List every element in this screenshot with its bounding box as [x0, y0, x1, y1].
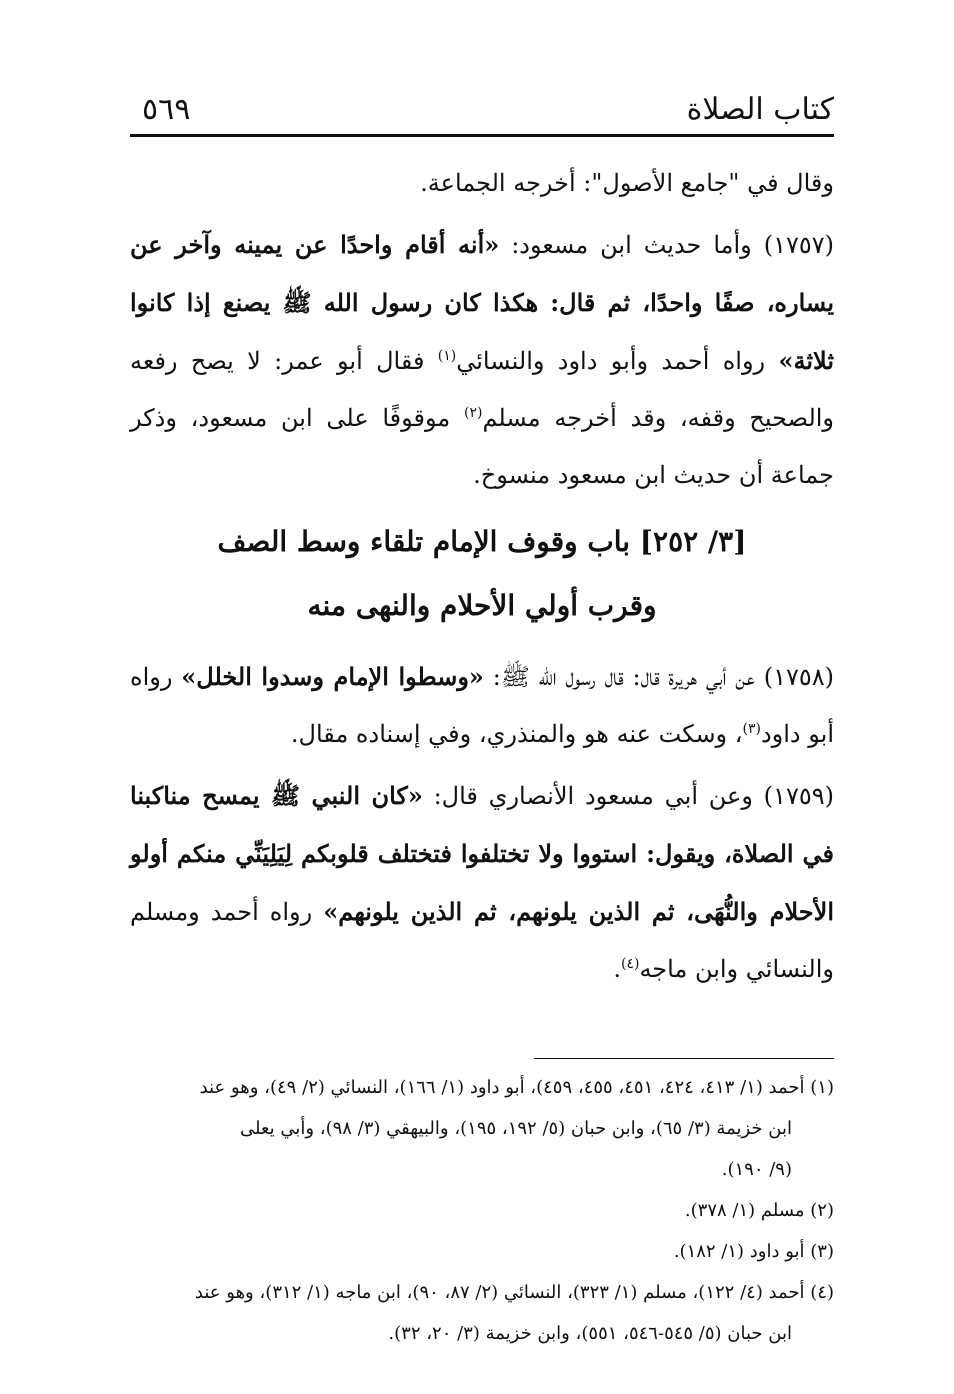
hadith-1759-text: «كان النبي ﷺ يمسح مناكبنا في الصلاة، ويقول: استووا ولا تختلفوا فتختلف قلوبكم لِيَلِيَنِّي منكم أولو الأحلام والنُّهَى، ثم الذين يلونهم، ثم الذين يلونهم» [130, 781, 834, 926]
footnote-ref-1[interactable]: (١) [437, 348, 457, 364]
footnote-3: (٣) أبو داود (١/ ١٨٢). [673, 1241, 834, 1262]
hadith-1759 [130, 767, 834, 998]
hadith-1757-intro: (١٧٥٧) وأما حديث ابن مسعود: [499, 231, 834, 259]
running-title: كتاب الصلاة [686, 92, 834, 127]
hadith-1759-narration: رواه أحمد ومسلم والنسائي وابن ماجه [130, 898, 834, 983]
chapter-heading [130, 510, 834, 638]
hadith-1758-intro: (١٧٥٨) عن أبي هريرة قال: قال رسول الله ﷺ: [483, 663, 834, 691]
footnote-ref-2[interactable]: (٢) [463, 405, 483, 421]
page-header [130, 90, 834, 134]
footnote-4-line-2: ابن حبان (٥/ ٥٤٥-٥٤٦، ٥٥١)، وابن خزيمة (٣/ ٢٠، ٣٢). [388, 1323, 792, 1344]
hadith-1758-comment: ، وسكت عنه هو والمنذري، وفي إسناده مقال. [290, 720, 743, 748]
hadith-1758 [130, 648, 834, 763]
header-rule [130, 134, 834, 137]
chapter-heading-line-2: وقرب أولي الأحلام والنهى منه [307, 589, 657, 622]
page-number: ٥٦٩ [142, 92, 191, 127]
footnote-1-line-3: (٩/ ١٩٠). [721, 1159, 792, 1180]
hadith-1758-text: «وسطوا الإمام وسدوا الخلل» [181, 662, 484, 691]
footnote-divider [534, 1058, 834, 1059]
footnote-1 [130, 1067, 834, 1190]
footnote-2: (٢) مسلم (١/ ٣٧٨). [684, 1200, 834, 1221]
hadith-1757-comment: فقال أبو عمر: لا يصح رفعه والصحيح وقفه، وقد أخرجه مسلم [130, 347, 835, 432]
hadith-1757-narration: رواه أحمد وأبو داود والنسائي [456, 347, 779, 375]
chapter-heading-line-1: [٣/ ٢٥٢] باب وقوف الإمام تلقاء وسط الصف [217, 525, 747, 558]
footnote-4-line-1: (٤) أحمد (٤/ ١٢٢)، مسلم (١/ ٣٢٣)، النسائي (٢/ ٨٧، ٩٠)، ابن ماجه (١/ ٣١٢)، وهو عند [194, 1282, 834, 1303]
paragraph-jami-al-usul: وقال في "جامع الأصول": أخرجه الجماعة. [420, 169, 834, 197]
footnote-ref-4[interactable]: (٤) [620, 956, 640, 972]
footnote-1-line-1: (١) أحمد (١/ ٤١٣، ٤٢٤، ٤٥١، ٤٥٥، ٤٥٩)، أبو داود (١/ ١٦٦)، النسائي (٢/ ٤٩)، وهو عند [199, 1077, 834, 1098]
hadith-1757-conclusion: موقوفًا على ابن مسعود، وذكر جماعة أن حديث ابن مسعود منسوخ. [130, 404, 834, 489]
footnotes [130, 1067, 834, 1354]
hadith-1757-text: «أنه أقام واحدًا عن يمينه وآخر عن يساره، صفًا واحدًا، ثم قال: هكذا كان رسول الله ﷺ يصنع إذا كانوا ثلاثة» [130, 230, 834, 375]
footnote-ref-3[interactable]: (٣) [742, 721, 761, 737]
hadith-1757 [130, 216, 834, 504]
hadith-1759-intro: (١٧٥٩) وعن أبي مسعود الأنصاري قال: [422, 782, 834, 810]
footnote-1-line-2: ابن خزيمة (٣/ ٦٥)، وابن حبان (٥/ ١٩٢، ١٩٥)، والبيهقي (٣/ ٩٨)، وأبي يعلى [239, 1118, 792, 1139]
footnote-4 [130, 1272, 834, 1354]
hadith-1758-narration: رواه أبو داود [130, 663, 834, 748]
hadith-1759-end: . [613, 955, 621, 983]
